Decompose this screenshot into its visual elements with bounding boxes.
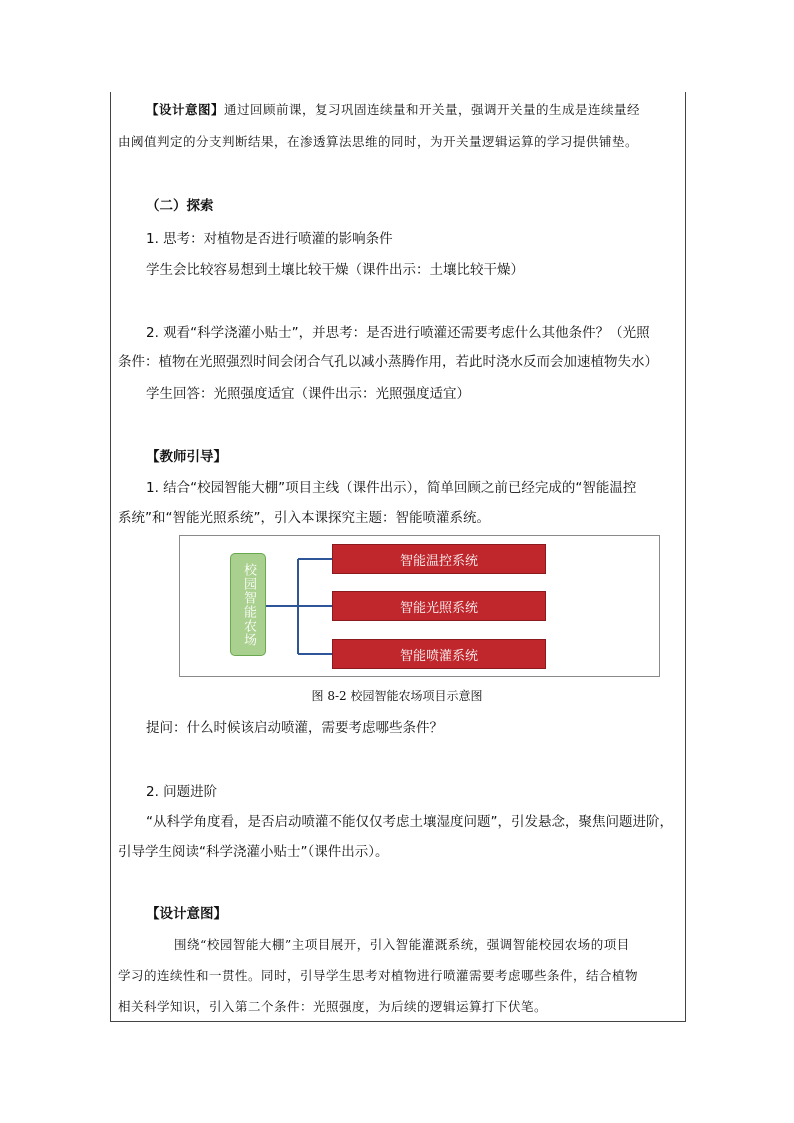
advance-heading: 2. 问题进阶 [146,784,218,800]
design-intent-2-line2: 学习的连续性和一贯性。同时，引导学生思考对植物进行喷灌需要考虑哪些条件，结合植物 [118,968,639,983]
design-intent-2-label: 【设计意图】 [146,906,227,922]
explore-answer-1: 学生会比较容易想到土壤比较干燥（课件出示：土壤比较干燥） [146,262,524,278]
explore-heading: （二）探索 [146,198,214,214]
explore-question-2-line1: 2. 观看“科学浇灌小贴士”，并思考：是否进行喷灌还需要考虑什么其他条件？（光照 [146,325,650,341]
advance-line1: “从科学角度看，是否启动喷灌不能仅仅考虑土壤湿度问题”，引发悬念，聚焦问题进阶， [146,814,673,830]
teacher-guide-heading: 【教师引导】 [146,449,227,465]
smart-farm-diagram [179,535,660,677]
design-intent-1-line1 [146,100,640,120]
diagram-root-node [230,553,266,656]
diagram-branch-irrigation: 智能喷灌系统 [332,639,546,669]
diagram-branch-lighting: 智能光照系统 [332,591,546,621]
diagram-root-label: 校园智能农场 [241,562,256,647]
teacher-guide-line1: 1. 结合“校园智能大棚”项目主线（课件出示），简单回顾之前已经完成的“智能温控 [146,480,637,496]
teacher-guide-line2: 系统”和“智能光照系统”，引入本课探究主题：智能喷灌系统。 [118,510,490,526]
design-intent-1-text: 通过回顾前课，复习巩固连续量和开关量，强调开关量的生成是连续量经 [224,102,641,117]
explore-question-2-line2: 条件：植物在光照强烈时间会闭合气孔以减小蒸腾作用，若此时浇水反而会加速植物失水） [118,354,658,370]
explore-question-1: 1. 思考：对植物是否进行喷灌的影响条件 [146,231,393,247]
explore-answer-2: 学生回答：光照强度适宜（课件出示：光照强度适宜） [146,386,470,402]
diagram-caption: 图 8-2 校园智能农场项目示意图 [311,689,483,703]
design-intent-1-label: 【设计意图】 [146,102,225,117]
advance-line2: 引导学生阅读“科学浇灌小贴士”（课件出示）。 [118,844,389,860]
design-intent-2-line1: 围绕“校园智能大棚”主项目展开，引入智能灌溉系统，强调智能校园农场的项目 [174,937,630,952]
question-line: 提问：什么时候该启动喷灌，需要考虑哪些条件？ [146,720,443,736]
design-intent-1-line2: 由阈值判定的分支判断结果，在渗透算法思维的同时，为开关量逻辑运算的学习提供铺垫。 [118,134,639,149]
design-intent-2-line3: 相关科学知识，引入第二个条件：光照强度，为后续的逻辑运算打下伏笔。 [118,999,548,1014]
diagram-branch-temperature: 智能温控系统 [332,544,546,574]
